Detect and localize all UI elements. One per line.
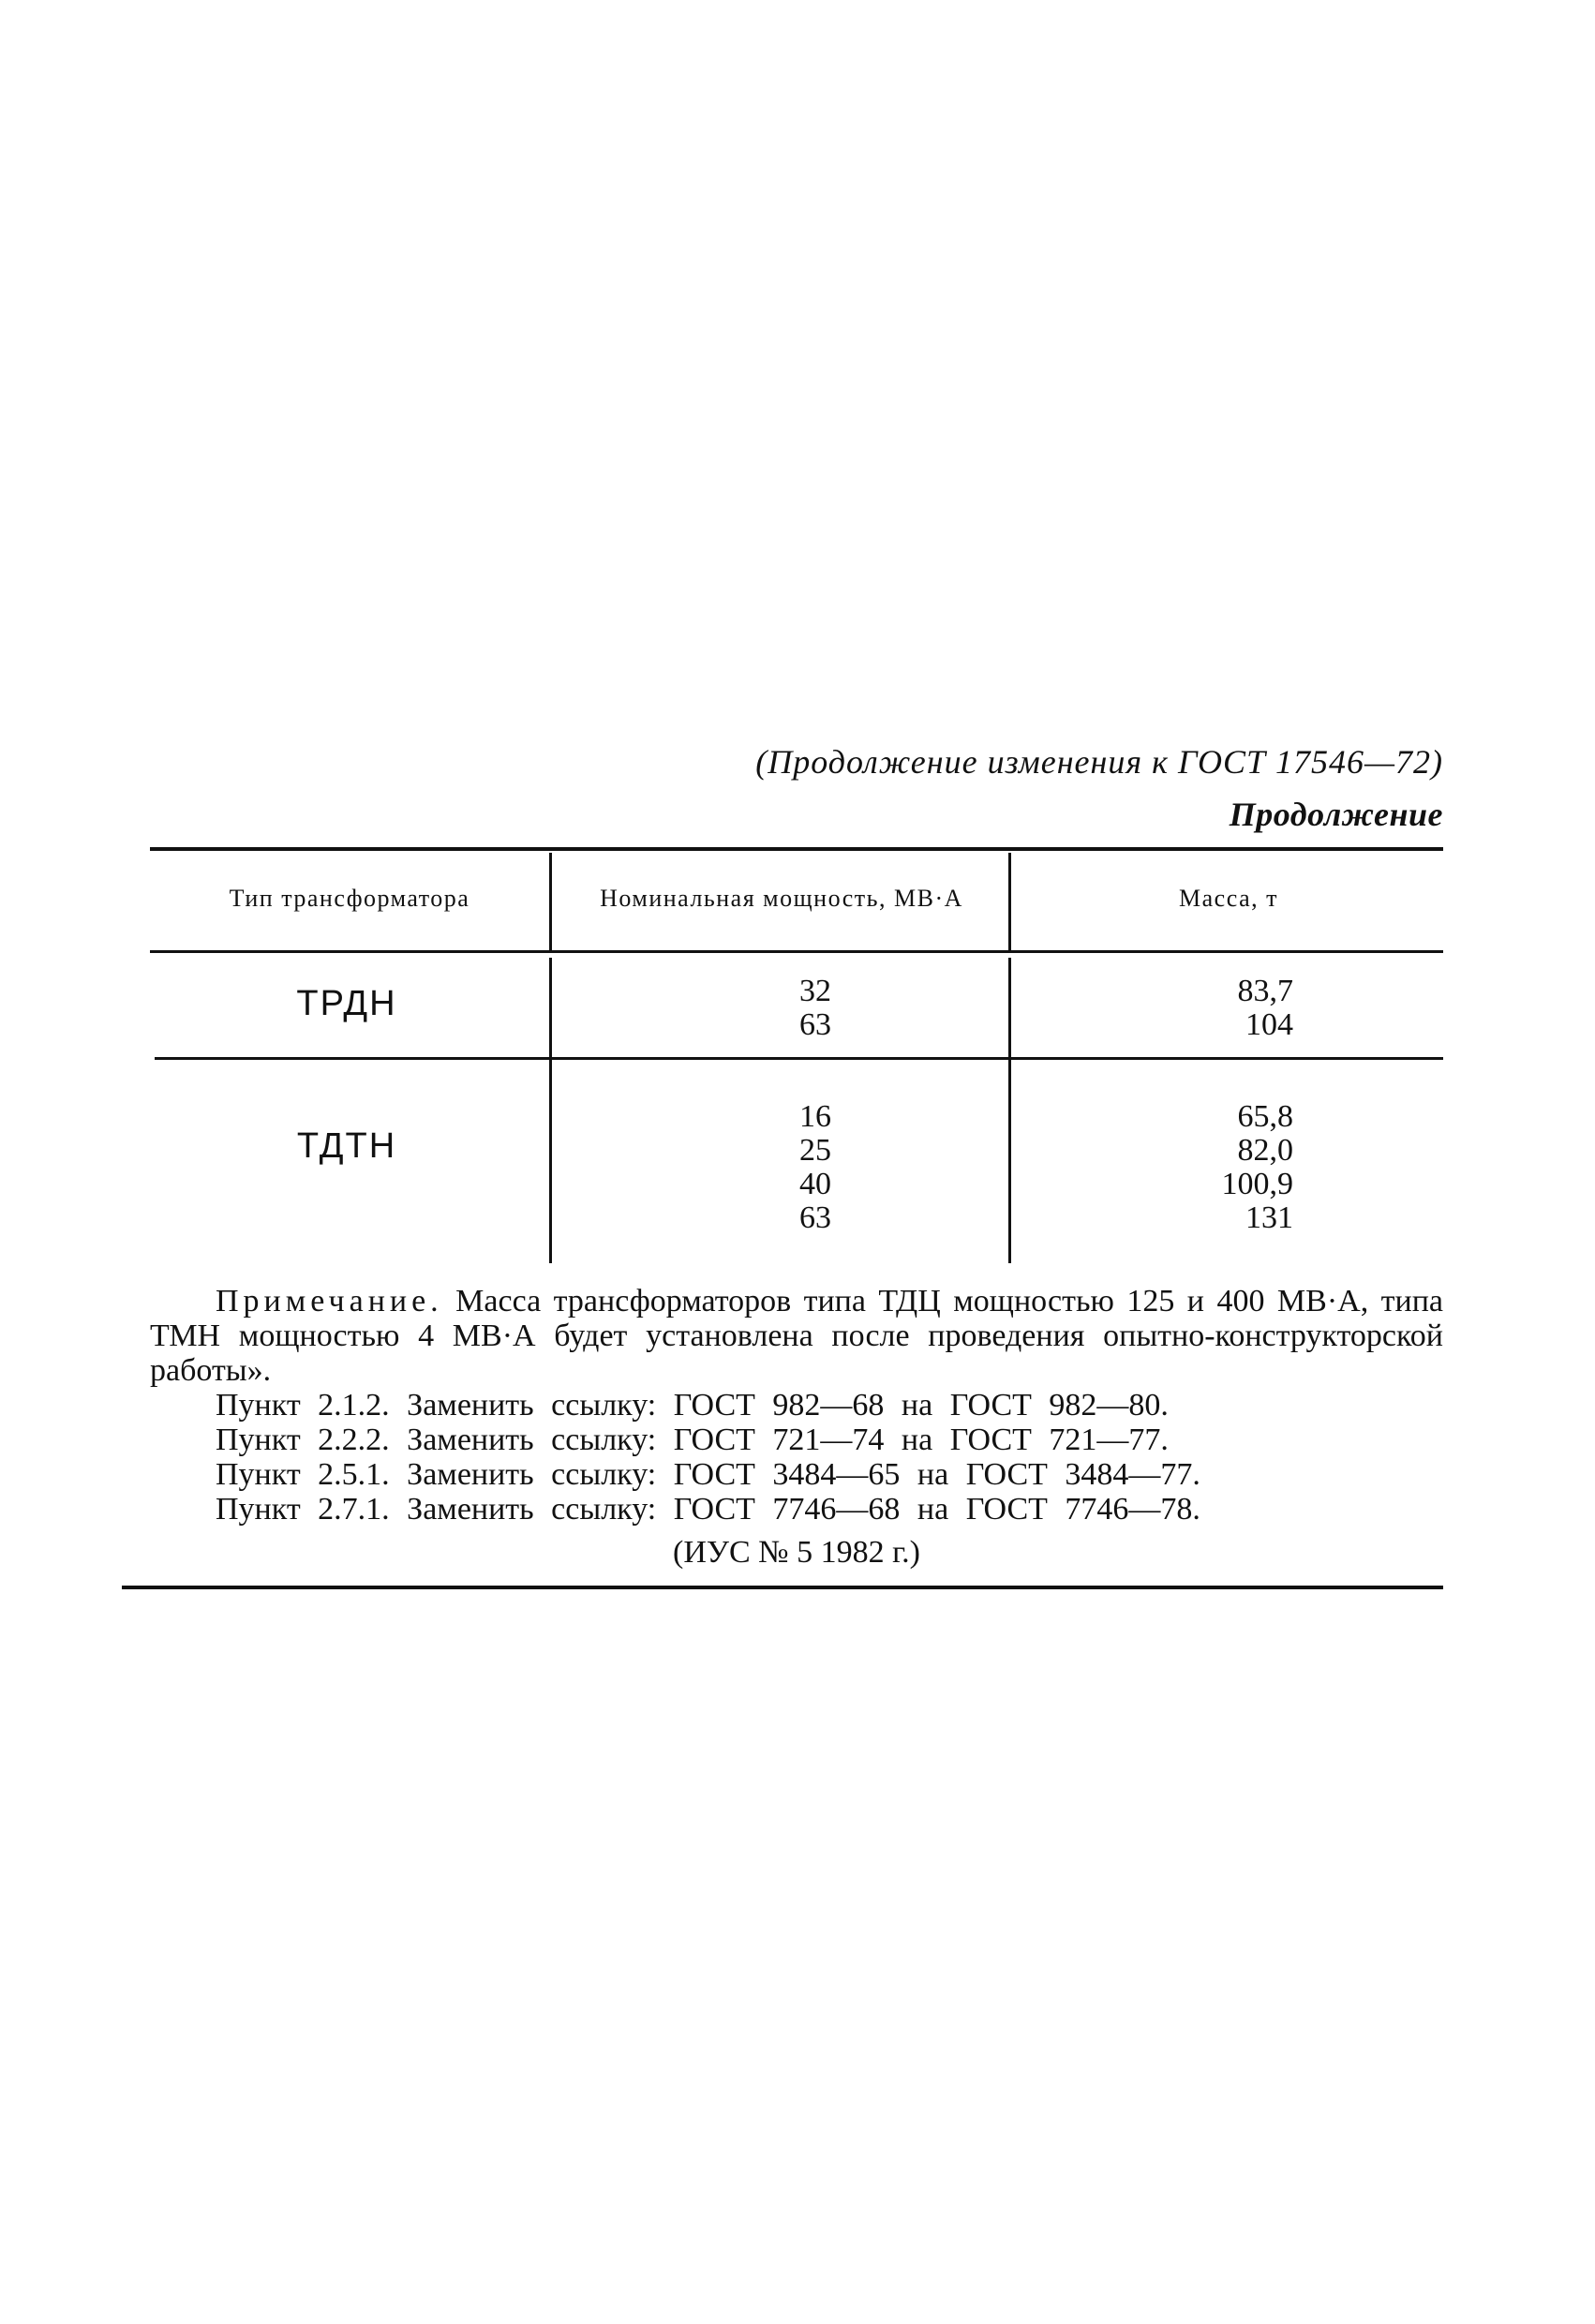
power-value: 32 (799, 974, 831, 1008)
column-divider-2 (1008, 853, 1011, 950)
note-paragraph (150, 1284, 1443, 1388)
continuation-label: Продолжение (1229, 796, 1443, 833)
column-divider-1-body (549, 958, 552, 1263)
transformer-type: ТРДН (296, 984, 397, 1023)
amendment-item: Пункт 2.5.1. Заменить ссылку: ГОСТ 3484—65 на ГОСТ 3484—77. (216, 1457, 1200, 1492)
group-separator-rule (155, 1057, 1443, 1060)
note-text: Масса трансформаторов типа ТДЦ мощностью 125 и 400 МВ·А, типа ТМН мощностью 4 МВ·А будет установлена после проведения опытно-конструкторской работы». (150, 1284, 1443, 1388)
power-value: 16 (799, 1099, 831, 1134)
power-value: 40 (799, 1167, 831, 1201)
mass-value: 82,0 (1237, 1133, 1293, 1168)
header-bottom-rule (150, 950, 1443, 953)
column-divider-1 (549, 853, 552, 950)
column-divider-2-body (1008, 958, 1011, 1263)
power-value: 63 (799, 1007, 831, 1042)
bottom-rule (122, 1586, 1443, 1589)
mass-value: 104 (1245, 1007, 1293, 1042)
amendment-item: Пункт 2.1.2. Заменить ссылку: ГОСТ 982—68 на ГОСТ 982—80. (216, 1388, 1169, 1423)
mass-value: 65,8 (1237, 1099, 1293, 1134)
amendment-item: Пункт 2.7.1. Заменить ссылку: ГОСТ 7746—68 на ГОСТ 7746—78. (216, 1492, 1200, 1527)
source-reference: (ИУС № 5 1982 г.) (673, 1535, 920, 1570)
power-values (768, 975, 862, 1042)
column-header-power: Номинальная мощность, МВ·А (600, 885, 963, 912)
amendment-item: Пункт 2.2.2. Заменить ссылку: ГОСТ 721—74 на ГОСТ 721—77. (216, 1423, 1169, 1457)
column-header-mass: Масса, т (1179, 885, 1278, 912)
mass-value: 100,9 (1221, 1167, 1293, 1201)
mass-values (1200, 1100, 1293, 1235)
note-label: Примечание. (216, 1284, 443, 1318)
continuation-title: (Продолжение изменения к ГОСТ 17546—72) (755, 743, 1443, 781)
mass-value: 131 (1245, 1200, 1293, 1235)
mass-values (1200, 975, 1293, 1042)
mass-value: 83,7 (1237, 974, 1293, 1008)
table-top-rule (150, 847, 1443, 851)
column-header-type: Тип трансформатора (229, 885, 470, 912)
power-value: 63 (799, 1200, 831, 1235)
note-block (150, 1284, 1443, 1527)
power-value: 25 (799, 1133, 831, 1168)
power-values (768, 1100, 862, 1235)
transformer-type: ТДТН (296, 1126, 397, 1166)
